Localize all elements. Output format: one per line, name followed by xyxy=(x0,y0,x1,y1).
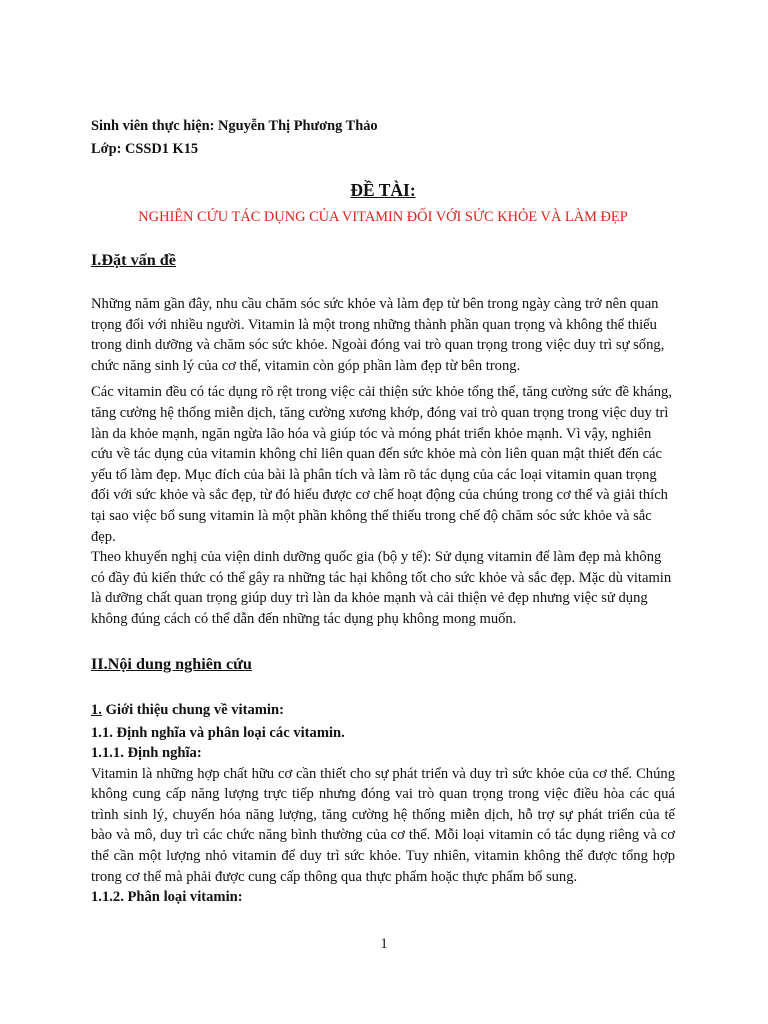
section-2-heading: II.Nội dung nghiên cứu xyxy=(91,654,252,673)
definition-paragraph: Vitamin là những hợp chất hữu cơ cần thiết cho sự phát triển và duy trì sức khỏe của cơ thể. Chúng không cung cấp năng lượng trực tiếp nhưng đóng vai trò quan trọng trong việc điều hòa các quá trình sinh lý, chuyển hóa năng lượng, tăng cường hệ thống miễn dịch, hỗ trợ sự phát triển của tế bào và mô, duy trì các chức năng bình thường của cơ thể. Mỗi loại vitamin có tác dụng riêng và cơ thể cần một lượng nhỏ vitamin để duy trì sức khỏe. Tuy nhiên, vitamin không thể được tổng hợp trong cơ thể mà phải được cung cấp thông qua thực phẩm hoặc thực phẩm bổ sung. xyxy=(91,765,675,885)
page-number: 1 xyxy=(380,936,388,952)
student-name: Sinh viên thực hiện: Nguyễn Thị Phương Thảo xyxy=(91,118,378,134)
class-label: Lớp: CSSD1 K15 xyxy=(91,141,199,157)
subsection-1-title: Giới thiệu chung về vitamin: xyxy=(101,701,284,718)
topic-heading xyxy=(91,178,675,202)
topic-title: NGHIÊN CỨU TÁC DỤNG CỦA VITAMIN ĐỐI VỚI SỨC KHỎE VÀ LÀM ĐẸP xyxy=(138,209,628,225)
section-1-paragraph-1: Những năm gần đây, nhu cầu chăm sóc sức khỏe và làm đẹp từ bên trong ngày càng trở nên quan trọng đối với nhiều người. Vitamin là một trong những thành phần quan trọng và không thể thiếu trong dinh dưỡng và chăm sóc sức khỏe. Ngoài đóng vai trò quan trọng trong việc duy trì sự sống, chức năng sinh lý của cơ thể, vitamin còn góp phần làm đẹp từ bên trong. xyxy=(91,296,665,374)
topic-heading-text: ĐỀ TÀI: xyxy=(350,180,416,200)
subsection-1-number: 1. xyxy=(91,701,102,718)
section-1-heading: I.Đặt vấn đề xyxy=(91,251,176,269)
subsection-1-heading xyxy=(91,699,675,721)
page-content xyxy=(91,115,675,908)
section-1-paragraph-2: Các vitamin đều có tác dụng rõ rệt trong việc cải thiện sức khỏe tổng thể, tăng cường sức đề kháng, tăng cường hệ thống miễn dịch, tăng cường xương khớp, đóng vai trò quan trọng trong việc duy trì làn da khỏe mạnh, ngăn ngừa lão hóa và giúp tóc và móng phát triển khỏe mạnh. Vì vậy, nghiên cứu về tác dụng của vitamin không chỉ liên quan đến sức khỏe mà còn liên quan mật thiết đến các yếu tố làm đẹp. Mục đích của bài là phân tích và làm rõ tác dụng của các loại vitamin quan trọng đối với sức khỏe và sắc đẹp, từ đó hiểu được cơ chế hoạt động của chúng trong cơ thể và giải thích tại sao việc bổ sung vitamin là một phần không thể thiếu trong chế độ chăm sóc sức khỏe và sắc đẹp. xyxy=(91,384,672,545)
subsection-1-1-2-heading: 1.1.2. Phân loại vitamin: xyxy=(91,889,243,906)
subsection-1-1-1-heading: 1.1.1. Định nghĩa: xyxy=(91,745,202,762)
section-1-paragraph-3: Theo khuyến nghị của viện dinh dưỡng quốc gia (bộ y tế): Sử dụng vitamin để làm đẹp mà không có đầy đủ kiến thức có thể gây ra những tác hại không tốt cho sức khỏe và sắc đẹp. Mặc dù vitamin là dưỡng chất quan trọng giúp duy trì làn da khỏe mạnh và cải thiện vẻ đẹp nhưng việc sử dụng không đúng cách có thể dẫn đến những tác dụng phụ không mong muốn. xyxy=(91,549,672,627)
subsection-1-1-heading: 1.1. Định nghĩa và phân loại các vitamin. xyxy=(91,724,345,741)
